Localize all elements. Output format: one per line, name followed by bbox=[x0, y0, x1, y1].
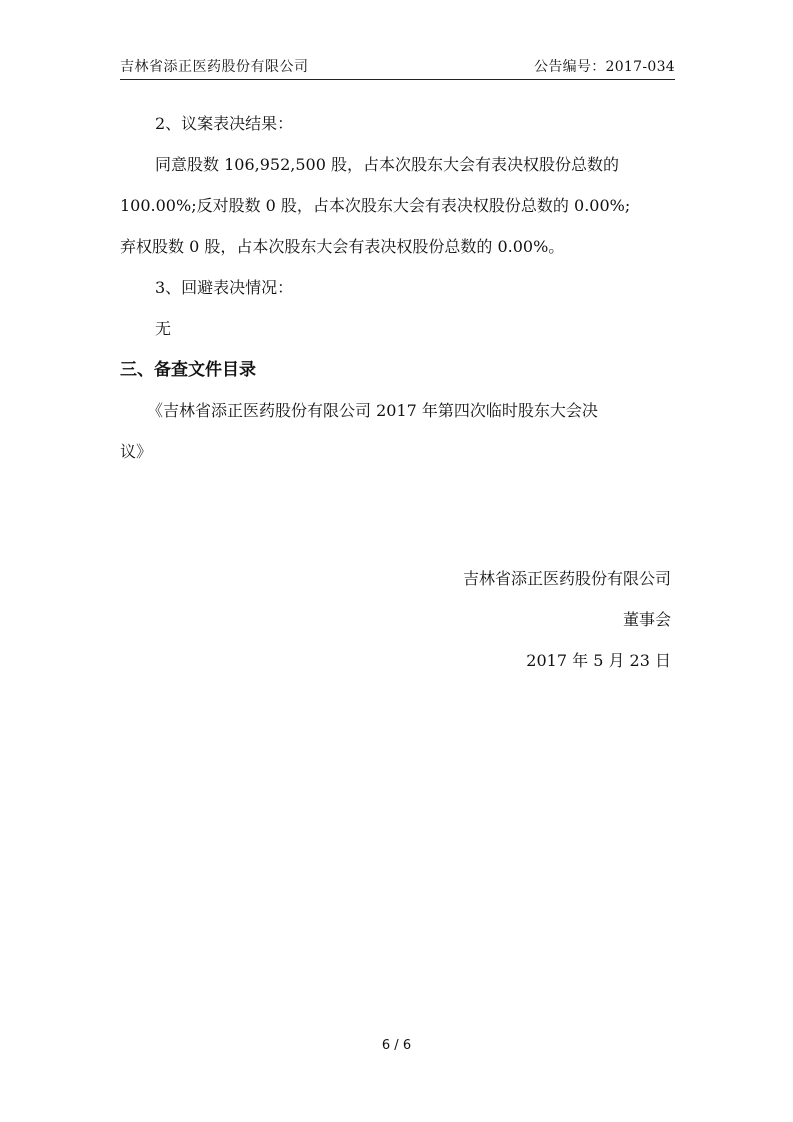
item3-value: 无 bbox=[155, 319, 172, 338]
item2-title: 2、议案表决结果： bbox=[155, 114, 294, 133]
section-3-title: 三、备查文件目录 bbox=[120, 360, 256, 380]
page-header bbox=[120, 57, 675, 80]
signature-date: 2017 年 5 月 23 日 bbox=[526, 651, 671, 670]
item2-result-line-1: 同意股数 106,952,500 股，占本次股东大会有表决权股份总数的 bbox=[155, 155, 619, 174]
item2-result-line-3: 弃权股数 0 股，占本次股东大会有表决权股份总数的 0.00%。 bbox=[120, 237, 565, 256]
reference-document-line-2: 议》 bbox=[120, 442, 153, 461]
item2-result-line-2: 100.00%;反对股数 0 股，占本次股东大会有表决权股份总数的 0.00%; bbox=[120, 196, 631, 215]
signature-board: 董事会 bbox=[622, 610, 671, 629]
reference-document-line-1: 《吉林省添正医药股份有限公司 2017 年第四次临时股东大会决 bbox=[147, 401, 598, 420]
header-notice-number: 公告编号：2017-034 bbox=[534, 59, 675, 75]
page-number: 6 / 6 bbox=[381, 1038, 412, 1053]
header-company-name: 吉林省添正医药股份有限公司 bbox=[120, 59, 309, 75]
item3-title: 3、回避表决情况： bbox=[155, 278, 294, 297]
signature-company: 吉林省添正医药股份有限公司 bbox=[462, 569, 671, 588]
